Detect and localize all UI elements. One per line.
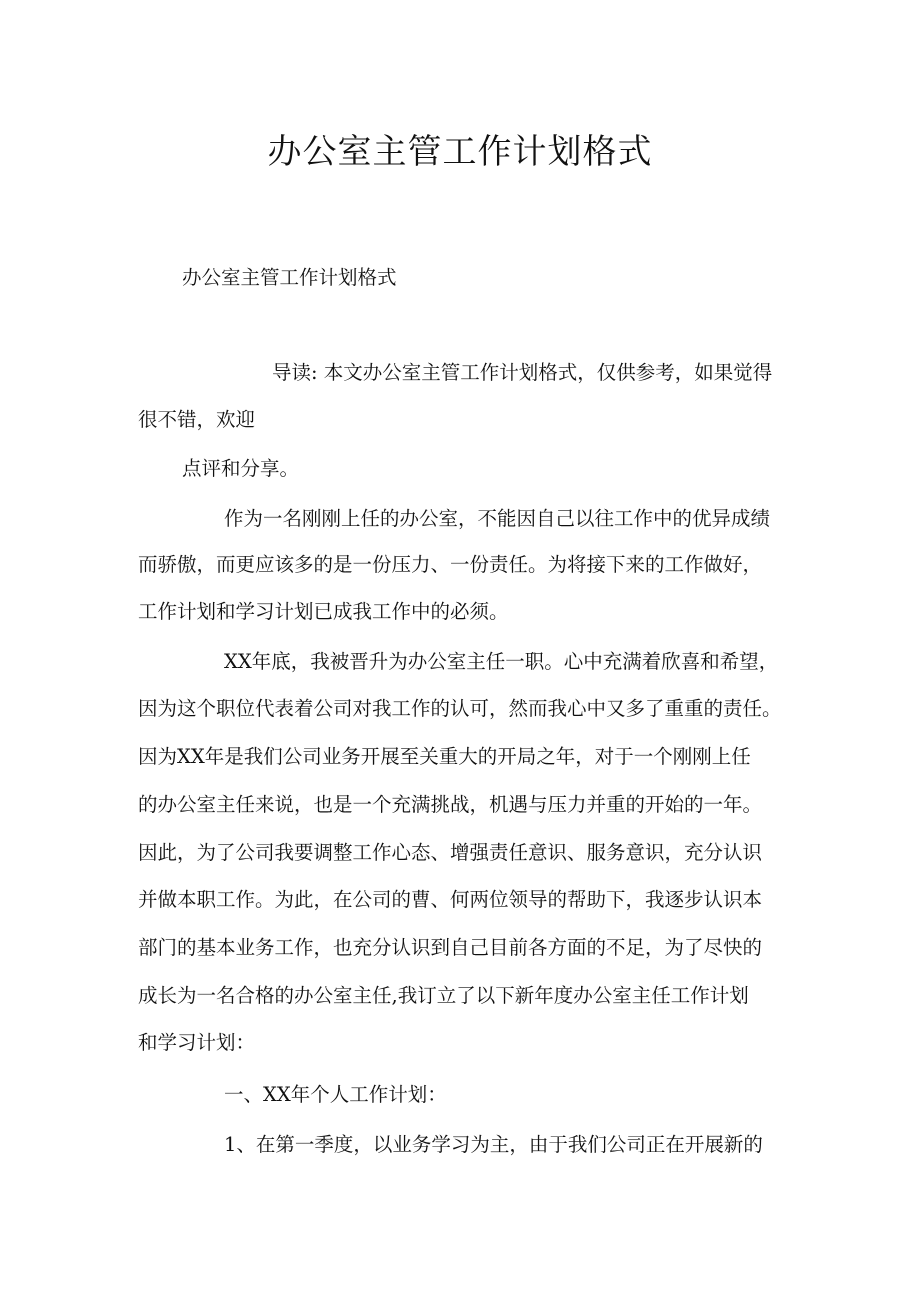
document-title: 办公室主管工作计划格式 <box>267 132 653 172</box>
paragraph-2-line-6: 并做本职工作。为此，在公司的曹、何两位领导的帮助下，我逐步认识本 <box>138 888 763 911</box>
paragraph-2-line-7: 部门的基本业务工作，也充分认识到自己目前各方面的不足，为了尽快的 <box>138 936 763 959</box>
section-heading: 一、XX年个人工作计划： <box>224 1083 447 1106</box>
paragraph-2-line-1: XX年底，我被晋升为办公室主任一职。心中充满着欣喜和希望， <box>224 650 779 673</box>
paragraph-1-line-1: 作为一名刚刚上任的办公室，不能因自己以往工作中的优异成绩 <box>224 507 771 530</box>
intro-line-1: 导读: 本文办公室主管工作计划格式，仅供参考，如果觉得 <box>272 361 773 384</box>
paragraph-2-line-4: 的办公室主任来说，也是一个充满挑战，机遇与压力并重的开始的一年。 <box>138 793 763 816</box>
list-item-1: 1、在第一季度，以业务学习为主，由于我们公司正在开展新的 <box>224 1133 763 1156</box>
paragraph-1-line-2: 而骄傲，而更应该多的是一份压力、一份责任。为将接下来的工作做好， <box>138 553 763 576</box>
paragraph-2-line-9: 和学习计划： <box>138 1031 256 1054</box>
paragraph-1-line-3: 工作计划和学习计划已成我工作中的必须。 <box>138 600 509 623</box>
intro-line-3: 点评和分享。 <box>182 457 300 480</box>
document-subtitle: 办公室主管工作计划格式 <box>182 266 397 289</box>
paragraph-2-line-3: 因为XX年是我们公司业务开展至关重大的开局之年，对于一个刚刚上任 <box>138 745 751 768</box>
paragraph-2-line-8: 成长为一名合格的办公室主任,我订立了以下新年度办公室主任工作计划 <box>138 984 749 1007</box>
paragraph-2-line-5: 因此，为了公司我要调整工作心态、增强责任意识、服务意识，充分认识 <box>138 841 763 864</box>
paragraph-2-line-2: 因为这个职位代表着公司对我工作的认可，然而我心中又多了重重的责任。 <box>138 697 782 720</box>
intro-line-2: 很不错，欢迎 <box>138 408 256 431</box>
